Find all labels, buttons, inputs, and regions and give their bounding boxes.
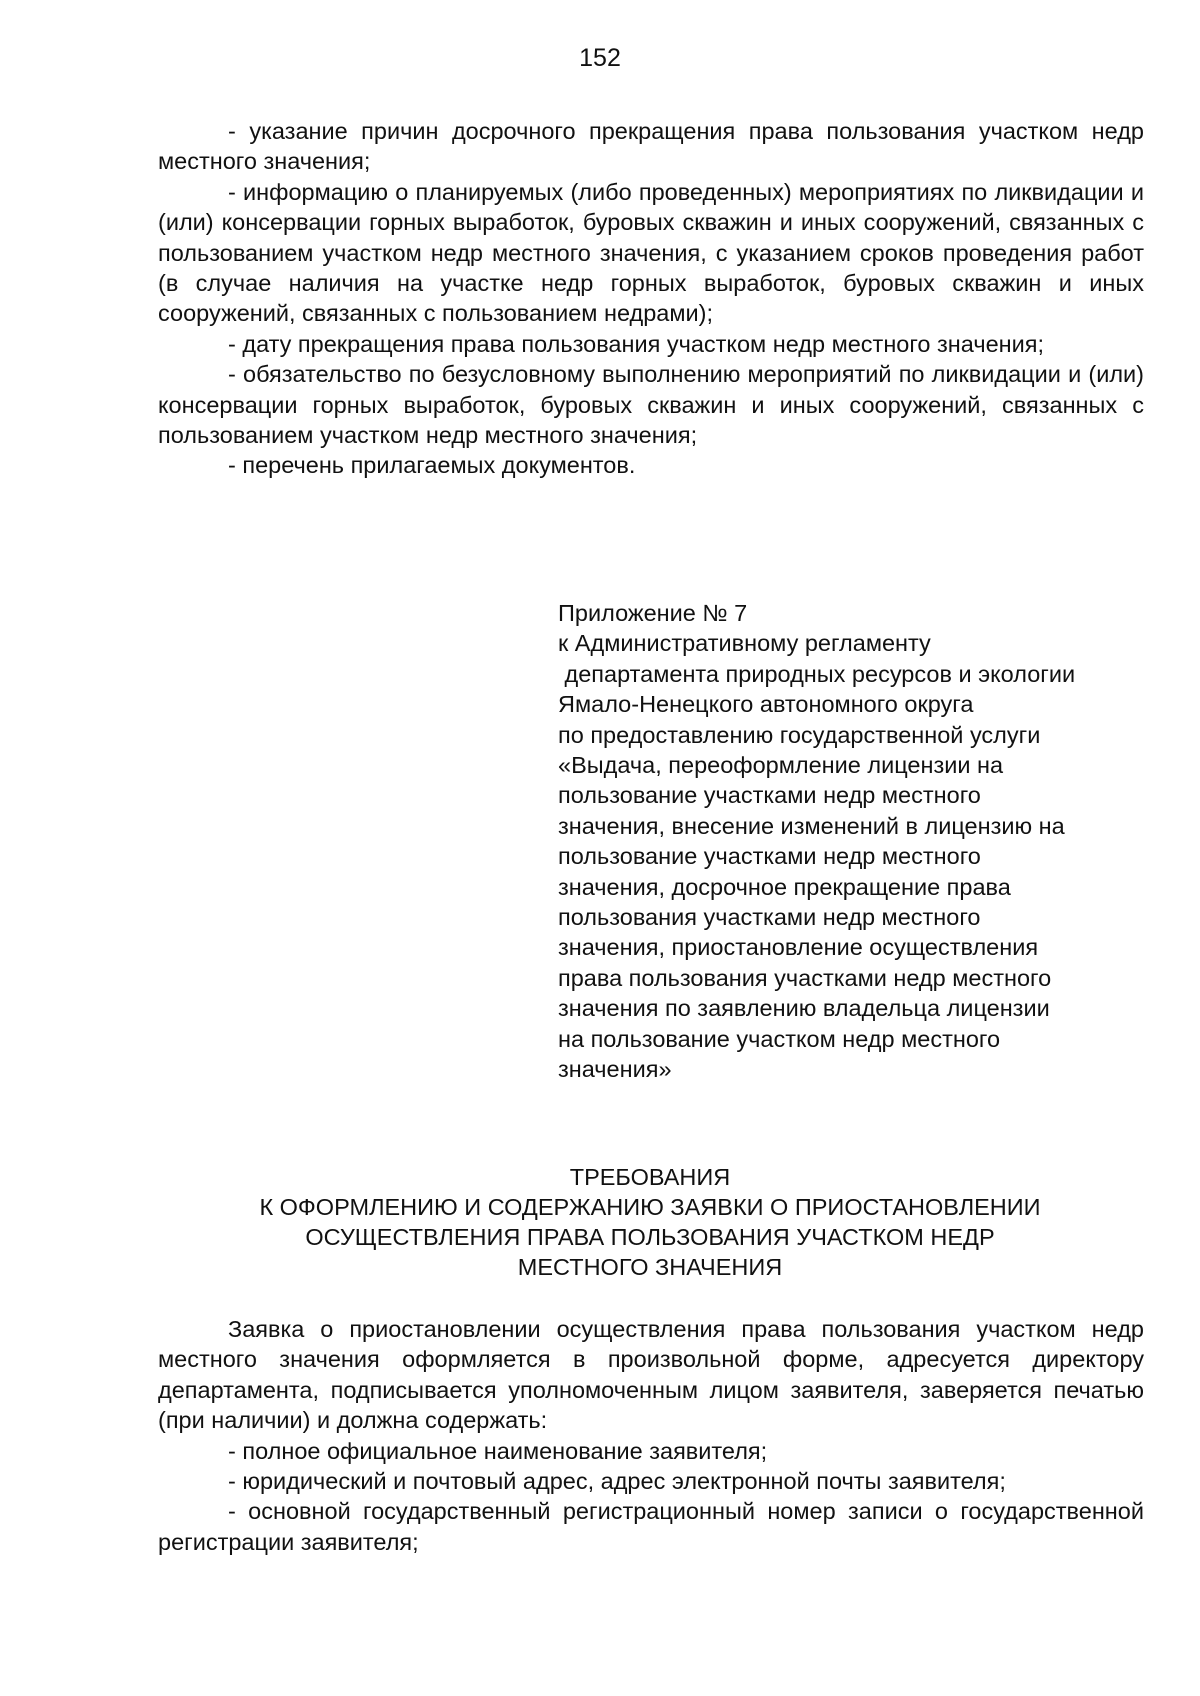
list-item: - перечень прилагаемых документов.: [228, 452, 636, 479]
list-item: - информацию о планируемых (либо проведенных) мероприятиях по ликвидации и (или) консервации горных выработок, буровых скважин и иных сооружений, связанных с пользованием участком недр местного значения, с указанием сроков проведения работ (в случае наличия на участке недр горных выработок, буровых скважин и иных сооружений, связанных с пользованием недрами);: [158, 178, 1144, 327]
list-item: - обязательство по безусловному выполнению мероприятий по ликвидации и (или) консервации горных выработок, буровых скважин и иных сооружений, связанных с пользованием участком недр местного значения;: [158, 361, 1144, 449]
section-title-line: МЕСТНОГО ЗНАЧЕНИЯ: [517, 1254, 783, 1280]
appendix-line: права пользования участками недр местного: [558, 964, 1052, 991]
appendix-line: к Административному регламенту: [558, 630, 931, 657]
appendix-line: значения, внесение изменений в лицензию на: [558, 812, 1065, 839]
appendix-line: Приложение № 7: [558, 600, 748, 626]
appendix-header: [558, 598, 1148, 1085]
appendix-line: «Выдача, переоформление лицензии на: [558, 752, 1004, 779]
appendix-line: пользование участками недр местного: [558, 843, 981, 870]
appendix-line: департамента природных ресурсов и экологии: [558, 660, 1076, 687]
section-title-line: ТРЕБОВАНИЯ: [569, 1164, 731, 1190]
appendix-line: значения по заявлению владельца лицензии: [558, 995, 1050, 1022]
appendix-line: значения, досрочное прекращение права: [558, 873, 1011, 900]
appendix-line: Ямало-Ненецкого автономного округа: [558, 691, 974, 718]
section-title-line: ОСУЩЕСТВЛЕНИЯ ПРАВА ПОЛЬЗОВАНИЯ УЧАСТКОМ НЕДР: [305, 1224, 995, 1250]
appendix-line: значения»: [558, 1056, 672, 1083]
section-title-line: К ОФОРМЛЕНИЮ И СОДЕРЖАНИЮ ЗАЯВКИ О ПРИОСТАНОВЛЕНИИ: [259, 1194, 1041, 1220]
appendix-line: пользование участками недр местного: [558, 782, 981, 809]
appendix-line: на пользование участком недр местного: [558, 1025, 1001, 1052]
list-item: - юридический и почтовый адрес, адрес электронной почты заявителя;: [228, 1468, 1006, 1495]
termination-items-list: [158, 116, 1144, 481]
body-paragraph: Заявка о приостановлении осуществления права пользования участком недр местного значения оформляется в произвольной форме, адресуется директору департамента, подписывается уполномоченным лицом заявителя, заверяется печатью (при наличии) и должна содержать:: [158, 1316, 1144, 1434]
list-item: - полное официальное наименование заявителя;: [228, 1437, 768, 1464]
list-item: - указание причин досрочного прекращения права пользования участком недр местного значения;: [158, 118, 1144, 175]
appendix-line: по предоставлению государственной услуги: [558, 721, 1041, 748]
appendix-line: пользования участками недр местного: [558, 904, 981, 931]
application-requirements-body: [158, 1314, 1144, 1557]
appendix-line: значения, приостановление осуществления: [558, 934, 1039, 961]
list-item: - основной государственный регистрационный номер записи о государственной регистрации заявителя;: [158, 1498, 1144, 1555]
page-number: 152: [579, 44, 621, 72]
list-item: - дату прекращения права пользования участком недр местного значения;: [228, 330, 1044, 357]
section-title: [150, 1162, 1150, 1282]
